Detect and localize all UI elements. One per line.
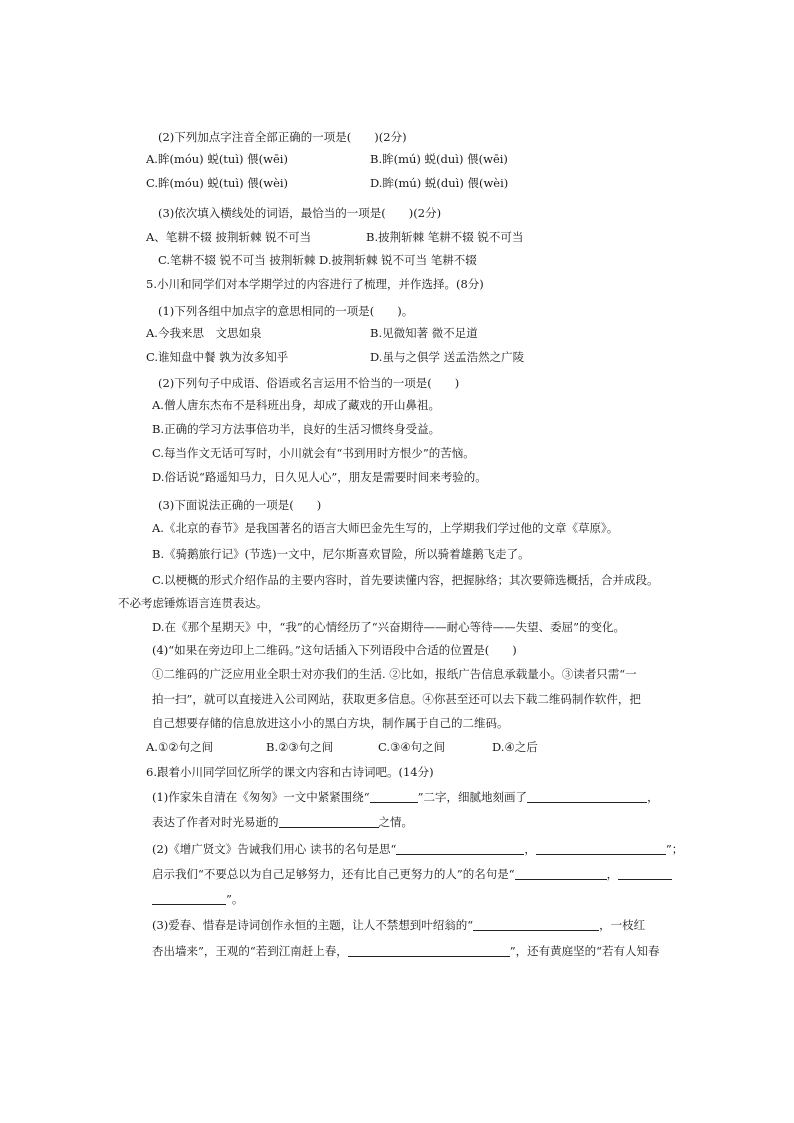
q6-2-text-d: 启示我们“不要总以为自己足够努力，还有比自己更努力的人”的名句是“ xyxy=(152,867,515,881)
q5-1-option-c[interactable]: C.谁知盘中餐 孰为汝多知乎 xyxy=(146,350,289,364)
q6-2-text-a: (2)《增广贤文》告诫我们用心 读书的名句是思“ xyxy=(152,842,397,856)
q6-3-line1 xyxy=(152,918,645,932)
q5-2-option-b[interactable]: B.正确的学习方法事倍功半，良好的生活习惯终身受益。 xyxy=(152,422,441,436)
q6-1-blank-3[interactable] xyxy=(279,815,379,828)
q6-2-blank-3[interactable] xyxy=(515,867,607,880)
q2-option-c[interactable]: C.眸(móu) 蜕(tuì) 偎(wèi) xyxy=(146,176,289,190)
q6-title: 6.跟着小川同学回忆所学的课文内容和古诗词吧。(14分) xyxy=(146,765,434,779)
q5-1-option-b[interactable]: B.见微知著 微不足道 xyxy=(370,326,478,340)
q6-1-text-b: ”二字，细腻地刻画了 xyxy=(417,790,528,804)
q5-4-passage-line1: ①二维码的广泛应用业全职士对亦我们的生活. ②比如，报纸广告信息承载量小。③读者只需“一 xyxy=(152,667,637,681)
q6-2-text-b: ， xyxy=(524,842,536,856)
q5-2-option-d[interactable]: D.俗话说“路遥知马力，日久见人心”，朋友是需要时间来考验的。 xyxy=(152,470,487,484)
q6-3-text-c: 杏出墙来”，王观的“若到江南赶上春， xyxy=(152,944,348,958)
q5-2-prompt: (2)下列句子中成语、俗语或名言运用不恰当的一项是( ) xyxy=(158,376,460,390)
q5-4-option-b[interactable]: B.②③句之间 xyxy=(266,740,334,754)
q6-3-blank-1[interactable] xyxy=(473,918,599,931)
q6-2-text-e: ， xyxy=(606,867,619,881)
q5-3-option-c-cont: 不必考虑锤炼语言连贯表达。 xyxy=(118,596,268,610)
q6-2-line1 xyxy=(152,842,683,856)
q5-4-passage-line2: 拍一扫”，就可以直接进入公司网站，获取更多信息。④你甚至还可以去下载二维码制作软件，把 xyxy=(152,692,641,706)
q6-2-text-f: ”。 xyxy=(226,892,244,906)
q6-2-blank-4-cont[interactable] xyxy=(152,892,226,905)
q6-1-text-d: 表达了作者对时光易逝的 xyxy=(152,815,279,829)
q6-2-blank-4[interactable] xyxy=(618,867,672,880)
q5-4-option-c[interactable]: C.③④句之间 xyxy=(378,740,446,754)
q6-3-text-d: ”，还有黄庭坚的“若有人知春 xyxy=(509,944,660,958)
q6-1-text-a: (1)作家朱自清在《匆匆》一文中紧紧围绕“ xyxy=(152,790,370,804)
q5-2-option-c[interactable]: C.每当作文无话可写时，小川就会有“书到用时方恨少”的苦恼。 xyxy=(152,446,475,460)
q2-prompt: (2)下列加点字注音全部正确的一项是( )(2分) xyxy=(158,130,407,144)
q6-3-text-b: ，一枝红 xyxy=(599,918,646,932)
q5-3-option-d[interactable]: D.在《那个星期天》中，“我”的心情经历了“兴奋期待——耐心等待——失望、委屈”的变化。 xyxy=(152,620,625,634)
q6-1-blank-1[interactable] xyxy=(370,790,418,803)
q6-3-blank-2[interactable] xyxy=(348,944,510,957)
q5-4-prompt: (4)“如果在旁边印上二维码。”这句话插入下列语段中合适的位置是( ) xyxy=(152,643,517,657)
q5-3-option-b[interactable]: B.《骑鹅旅行记》(节选)一文中，尼尔斯喜欢冒险，所以骑着雄鹅飞走了。 xyxy=(152,547,530,561)
q5-1-option-d[interactable]: D.虽与之俱学 送孟浩然之广陵 xyxy=(370,350,525,364)
q6-3-text-a: (3)爱春、惜春是诗词创作永恒的主题，让人不禁想到叶绍翁的“ xyxy=(152,918,474,932)
q5-3-prompt: (3)下面说法正确的一项是( ) xyxy=(158,498,322,512)
q5-1-option-a[interactable]: A.今我来思 文思如泉 xyxy=(146,326,262,340)
q5-4-passage-line3: 自己想要存储的信息放进这小小的黑白方块，制作属于自己的二维码。 xyxy=(152,716,509,730)
q2-option-a[interactable]: A.眸(móu) 蜕(tuì) 偎(wēi) xyxy=(146,152,288,166)
q5-4-option-a[interactable]: A.①②句之间 xyxy=(146,740,214,754)
q5-3-option-c[interactable]: C.以梗概的形式介绍作品的主要内容时，首先要读懂内容，把握脉络；其次要筛选概括，合并成段。 xyxy=(152,573,659,587)
q5-1-prompt: (1)下列各组中加点字的意思相同的一项是( )。 xyxy=(158,304,414,318)
q6-2-line3 xyxy=(152,892,243,906)
q6-1-line1 xyxy=(152,790,659,804)
q5-2-option-a[interactable]: A.僧人唐东杰布不是科班出身，却成了藏戏的开山鼻祖。 xyxy=(152,398,440,412)
q3-option-a[interactable]: A、笔耕不辍 披荆斩棘 锐不可当 xyxy=(146,230,312,244)
q6-1-text-c: ， xyxy=(647,790,659,804)
q2-option-b[interactable]: B.眸(mú) 蜕(duì) 偎(wēi) xyxy=(370,152,508,166)
q6-2-blank-1[interactable] xyxy=(396,842,524,855)
q5-title: 5.小川和同学们对本学期学过的内容进行了梳理，并作选择。(8分) xyxy=(146,277,484,291)
q6-1-line2 xyxy=(152,815,413,829)
q6-3-line2 xyxy=(152,944,660,958)
q6-1-text-e: 之情。 xyxy=(378,815,413,829)
q5-4-option-d[interactable]: D.④之后 xyxy=(492,740,538,754)
q6-2-line2 xyxy=(152,867,672,881)
q6-2-blank-2[interactable] xyxy=(536,842,666,855)
q3-option-b[interactable]: B.披荆斩棘 笔耕不辍 锐不可当 xyxy=(366,230,524,244)
q6-2-text-c: ”； xyxy=(665,842,684,856)
q2-option-d[interactable]: D.眸(mú) 蜕(duì) 偎(wèi) xyxy=(370,176,509,190)
q5-3-option-a[interactable]: A.《北京的春节》是我国著名的语言大师巴金先生写的，上学期我们学过他的文章《草原》。 xyxy=(152,521,619,535)
q3-option-cd[interactable]: C.笔耕不辍 锐不可当 披荆斩棘 D.披荆斩棘 锐不可当 笔耕不辍 xyxy=(158,253,477,267)
q3-prompt: (3)依次填入横线处的词语，最恰当的一项是( )(2分) xyxy=(158,206,442,220)
q6-1-blank-2[interactable] xyxy=(527,790,647,803)
